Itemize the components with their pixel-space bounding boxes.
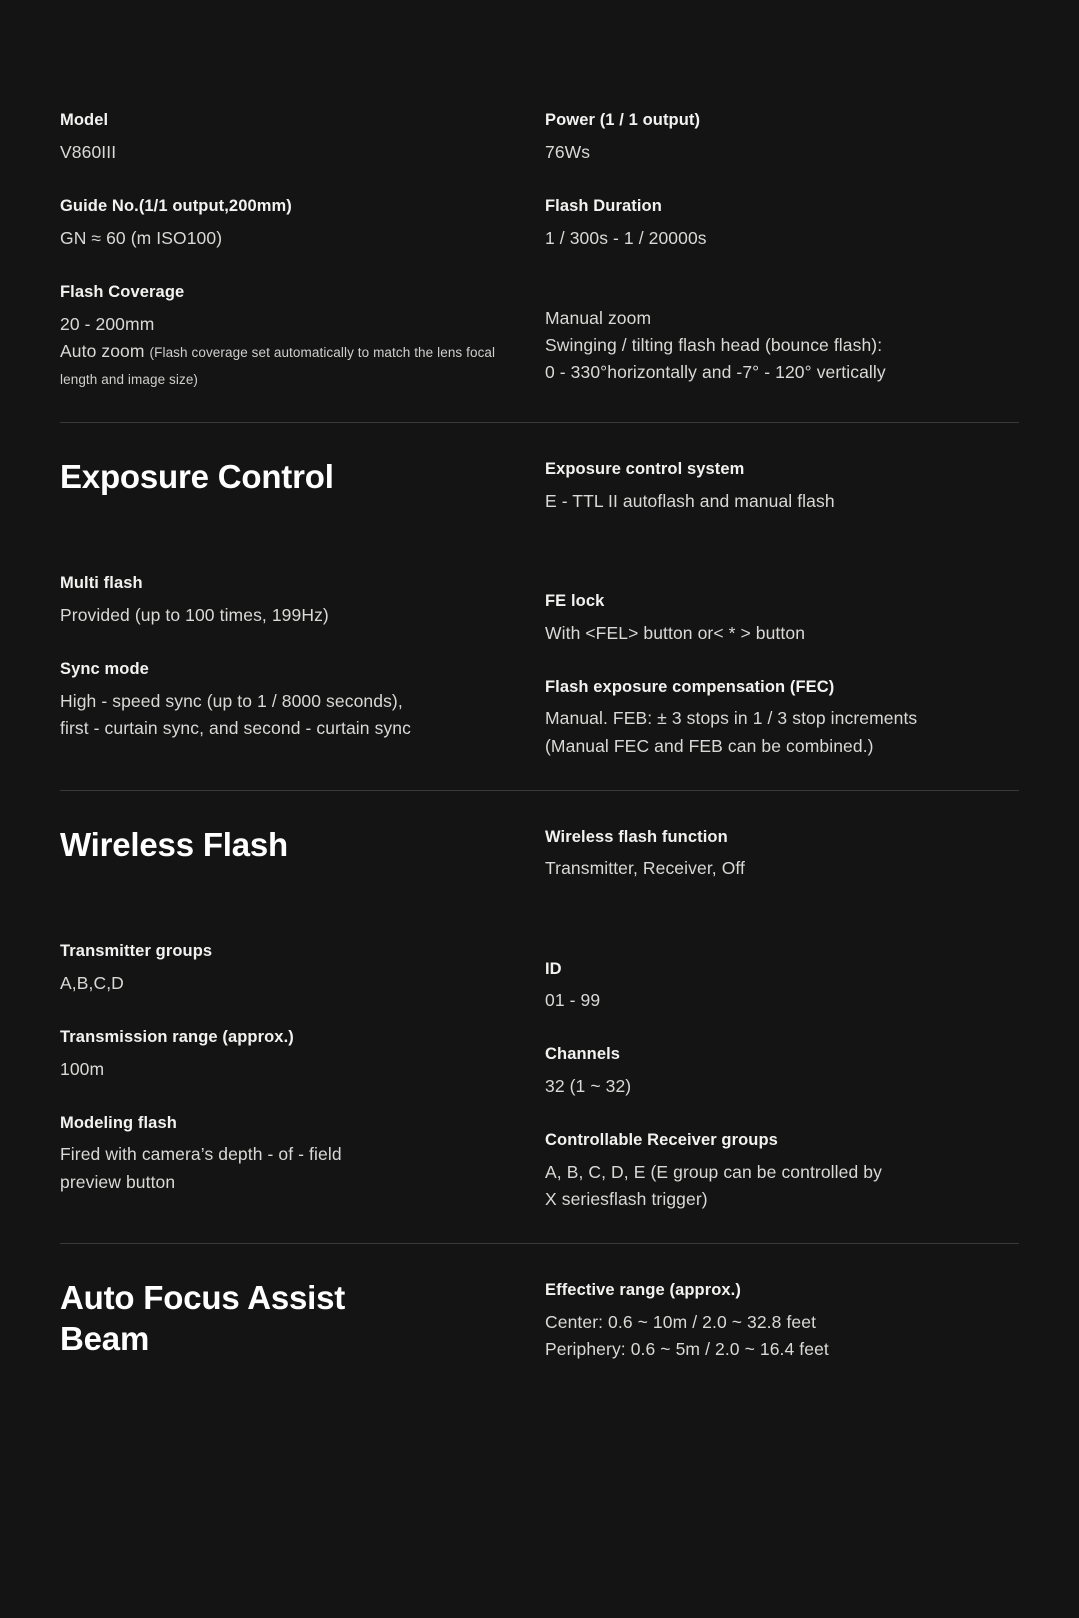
spec-item-guide-no <box>60 194 515 252</box>
spec-grid-af-assist <box>60 1278 1019 1363</box>
spec-label-exposure-control-system: Exposure control system <box>545 459 745 478</box>
spec-item-id <box>545 957 1009 1015</box>
section-divider-af-assist <box>60 1243 1019 1244</box>
spec-value-fe-lock: With <FEL> button or< * > button <box>545 622 806 643</box>
spec-value-receiver-groups-line2: X seriesflash trigger) <box>545 1189 708 1210</box>
spec-value-bounce-angles: 0 - 330°horizontally and -7° - 120° vertically <box>545 361 886 382</box>
spec-label-model: Model <box>60 111 109 129</box>
spacer <box>60 893 515 939</box>
af-assist-column-left <box>60 1278 545 1363</box>
spec-grid-wireless <box>60 825 1019 1214</box>
section-title-wireless: Wireless Flash <box>60 825 289 863</box>
spec-item-wireless-function <box>545 825 1009 883</box>
spec-item-modeling-flash <box>60 1111 515 1196</box>
spec-item-transmitter-groups <box>60 939 515 997</box>
spec-value-receiver-groups-line1: A, B, C, D, E (E group can be controlled by <box>545 1162 882 1182</box>
spec-column-left <box>60 108 545 392</box>
spacer <box>545 543 1009 589</box>
spec-item-zoom-head <box>545 280 1009 386</box>
spec-label-flash-coverage: Flash Coverage <box>60 282 185 301</box>
spec-value-modeling-flash-line2: preview button <box>60 1171 176 1192</box>
spec-item-model <box>60 108 515 166</box>
spec-label-effective-range: Effective range (approx.) <box>545 1281 741 1300</box>
spec-label-receiver-groups: Controllable Receiver groups <box>545 1131 778 1150</box>
spec-item-channels <box>545 1042 1009 1100</box>
spec-label-channels: Channels <box>545 1045 621 1064</box>
spec-label-transmission-range: Transmission range (approx.) <box>60 1027 294 1046</box>
af-assist-column-right <box>545 1278 1019 1363</box>
section-divider-exposure <box>60 422 1019 423</box>
section-divider-wireless <box>60 790 1019 791</box>
auto-zoom-text: Auto zoom <box>60 340 145 361</box>
spec-item-flash-coverage <box>60 280 515 392</box>
section-title-af-assist <box>60 1278 515 1359</box>
spec-value-modeling-flash-line1: Fired with camera’s depth - of - field <box>60 1144 342 1165</box>
section-heading-exposure <box>60 457 515 497</box>
spec-item-fec <box>545 675 1009 760</box>
spacer <box>545 911 1009 957</box>
wireless-column-right <box>545 825 1019 1214</box>
spec-label-flash-duration: Flash Duration <box>545 196 662 215</box>
spec-label-sync-mode: Sync mode <box>60 660 149 678</box>
spec-grid-exposure <box>60 457 1019 760</box>
spec-item-fe-lock <box>545 589 1009 647</box>
spec-value-model: V860III <box>60 141 117 162</box>
spec-grid-general <box>60 108 1019 392</box>
spacer <box>545 280 1009 305</box>
spec-value-channels: 32 (1 ~ 32) <box>545 1076 632 1097</box>
exposure-column-right <box>545 457 1019 760</box>
section-heading-wireless <box>60 825 515 865</box>
spec-item-transmission-range <box>60 1025 515 1083</box>
spec-value-multi-flash: Provided (up to 100 times, 199Hz) <box>60 604 329 625</box>
spec-label-fe-lock: FE lock <box>545 591 605 610</box>
spec-value-bounce-head: Swinging / tilting flash head (bounce flash): <box>545 334 883 355</box>
spec-value-id: 01 - 99 <box>545 990 601 1011</box>
spec-label-power: Power (1 / 1 output) <box>545 111 701 129</box>
spec-item-effective-range <box>545 1278 1009 1363</box>
spec-value-exposure-control-system: E - TTL II autoflash and manual flash <box>545 490 835 511</box>
exposure-column-left <box>60 457 545 760</box>
spec-value-effective-range-periphery: Periphery: 0.6 ~ 5m / 2.0 ~ 16.4 feet <box>545 1339 829 1360</box>
spec-value-transmission-range: 100m <box>60 1058 105 1079</box>
section-title-af-assist-line1: Auto Focus Assist <box>60 1279 346 1317</box>
spec-value-manual-zoom: Manual zoom <box>545 307 652 328</box>
section-title-af-assist-line2: Beam <box>60 1319 150 1357</box>
spec-label-modeling-flash: Modeling flash <box>60 1113 177 1132</box>
spec-label-guide-no: Guide No.(1/1 output,200mm) <box>60 196 292 215</box>
spec-value-power: 76Ws <box>545 141 591 162</box>
spec-label-id: ID <box>545 959 562 978</box>
spec-value-sync-mode-line2: first - curtain sync, and second - curtain sync <box>60 717 411 738</box>
spec-value-fec-line2: (Manual FEC and FEB can be combined.) <box>545 735 874 756</box>
spec-column-right <box>545 108 1019 392</box>
auto-zoom-note: (Flash coverage set automatically to match the lens focal length and image size) <box>60 344 496 387</box>
spec-value-flash-duration: 1 / 300s - 1 / 20000s <box>545 227 707 248</box>
section-title-exposure: Exposure Control <box>60 457 334 495</box>
spec-item-exposure-control-system <box>545 457 1009 515</box>
spec-item-sync-mode <box>60 657 515 742</box>
spec-label-multi-flash: Multi flash <box>60 574 143 593</box>
spec-item-flash-duration <box>545 194 1009 252</box>
spec-value-guide-no: GN ≈ 60 (m ISO100) <box>60 227 223 248</box>
spacer <box>60 525 515 571</box>
spec-item-power <box>545 108 1009 166</box>
spec-value-effective-range-center: Center: 0.6 ~ 10m / 2.0 ~ 32.8 feet <box>545 1312 817 1332</box>
spec-label-wireless-function: Wireless flash function <box>545 827 728 846</box>
spec-value-sync-mode-line1: High - speed sync (up to 1 / 8000 seconds), <box>60 690 403 711</box>
spec-value-flash-coverage-auto <box>60 338 515 392</box>
spec-value-flash-coverage-range: 20 - 200mm <box>60 313 155 334</box>
spec-value-fec-line1: Manual. FEB: ± 3 stops in 1 / 3 stop increments <box>545 708 918 729</box>
spec-item-multi-flash <box>60 571 515 629</box>
spec-label-transmitter-groups: Transmitter groups <box>60 941 213 960</box>
spec-item-receiver-groups <box>545 1128 1009 1213</box>
spec-label-fec: Flash exposure compensation (FEC) <box>545 677 835 696</box>
spec-value-transmitter-groups: A,B,C,D <box>60 972 124 993</box>
spec-value-wireless-function: Transmitter, Receiver, Off <box>545 858 746 879</box>
wireless-column-left <box>60 825 545 1214</box>
